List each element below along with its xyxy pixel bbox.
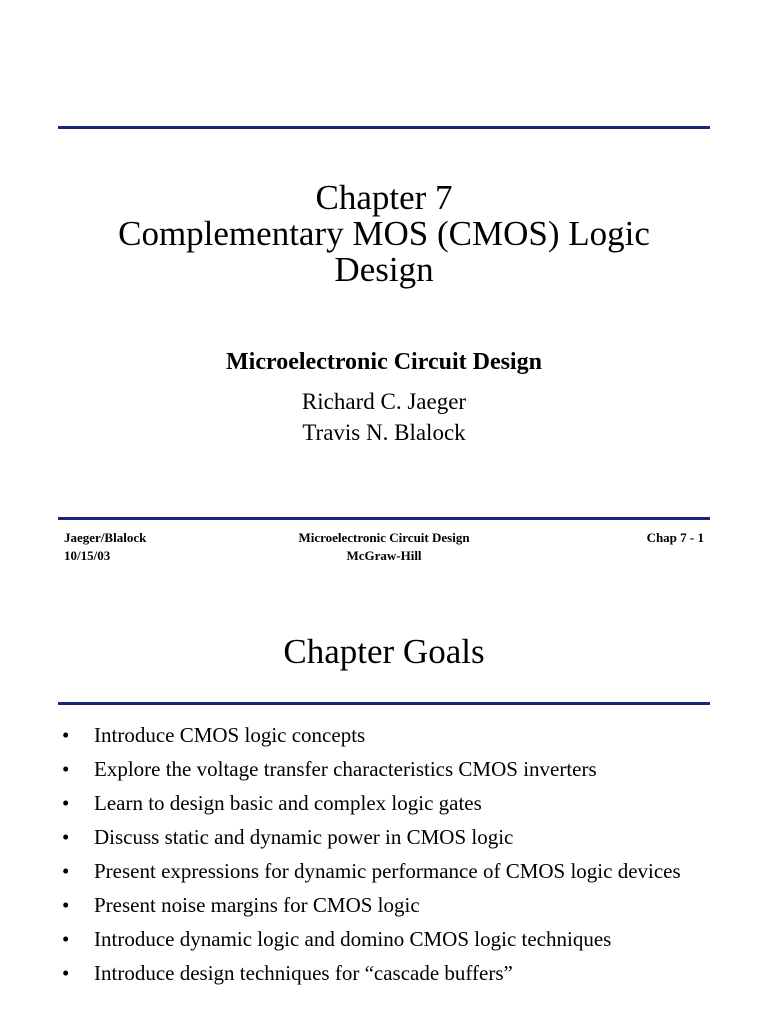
- goal-text: Discuss static and dynamic power in CMOS logic: [94, 825, 514, 849]
- bullet-icon: •: [62, 927, 70, 951]
- goal-text: Introduce CMOS logic concepts: [94, 723, 366, 747]
- slide-top-rule: [58, 126, 710, 129]
- footer-book: Microelectronic Circuit Design: [298, 530, 470, 545]
- footer-publisher: McGraw-Hill: [346, 548, 422, 563]
- goal-text: Present noise margins for CMOS logic: [94, 893, 420, 917]
- footer-center: [64, 529, 704, 565]
- slide-footer: [64, 529, 704, 569]
- goal-item: [62, 755, 722, 783]
- goal-item: [62, 823, 722, 851]
- bullet-icon: •: [62, 757, 70, 781]
- goal-item: [62, 891, 722, 919]
- chapter-title-line-2: Complementary MOS (CMOS) Logic: [118, 214, 650, 253]
- footer-rule: [58, 517, 710, 520]
- goal-text: Learn to design basic and complex logic gates: [94, 791, 482, 815]
- goal-text: Present expressions for dynamic performance of CMOS logic devices: [94, 859, 681, 883]
- goal-text: Introduce design techniques for “cascade buffers”: [94, 961, 513, 985]
- bullet-icon: •: [62, 893, 70, 917]
- goal-item: [62, 789, 722, 817]
- author-1: Richard C. Jaeger: [301, 389, 467, 414]
- chapter-title-line-1: Chapter 7: [315, 178, 453, 217]
- bullet-icon: •: [62, 961, 70, 985]
- chapter-title-line-3: Design: [334, 250, 434, 289]
- bullet-icon: •: [62, 723, 70, 747]
- goal-text: Introduce dynamic logic and domino CMOS logic techniques: [94, 927, 612, 951]
- footer-page-number: Chap 7 - 1: [646, 530, 704, 545]
- book-title: Microelectronic Circuit Design: [226, 349, 542, 375]
- chapter-title: [0, 180, 768, 288]
- goal-text: Explore the voltage transfer characteristics CMOS inverters: [94, 757, 597, 781]
- goal-item: [62, 857, 722, 885]
- footer-date: 10/15/03: [64, 548, 111, 563]
- goal-item: [62, 959, 722, 987]
- bullet-icon: •: [62, 859, 70, 883]
- author-2: Travis N. Blalock: [302, 420, 466, 445]
- goals-rule: [58, 702, 710, 705]
- goal-item: [62, 925, 722, 953]
- bullet-icon: •: [62, 791, 70, 815]
- goals-title: Chapter Goals: [283, 632, 485, 671]
- goals-list: [62, 721, 722, 993]
- footer-authors: Jaeger/Blalock: [64, 530, 147, 545]
- goal-item: [62, 721, 722, 749]
- bullet-icon: •: [62, 825, 70, 849]
- authors: [0, 386, 768, 448]
